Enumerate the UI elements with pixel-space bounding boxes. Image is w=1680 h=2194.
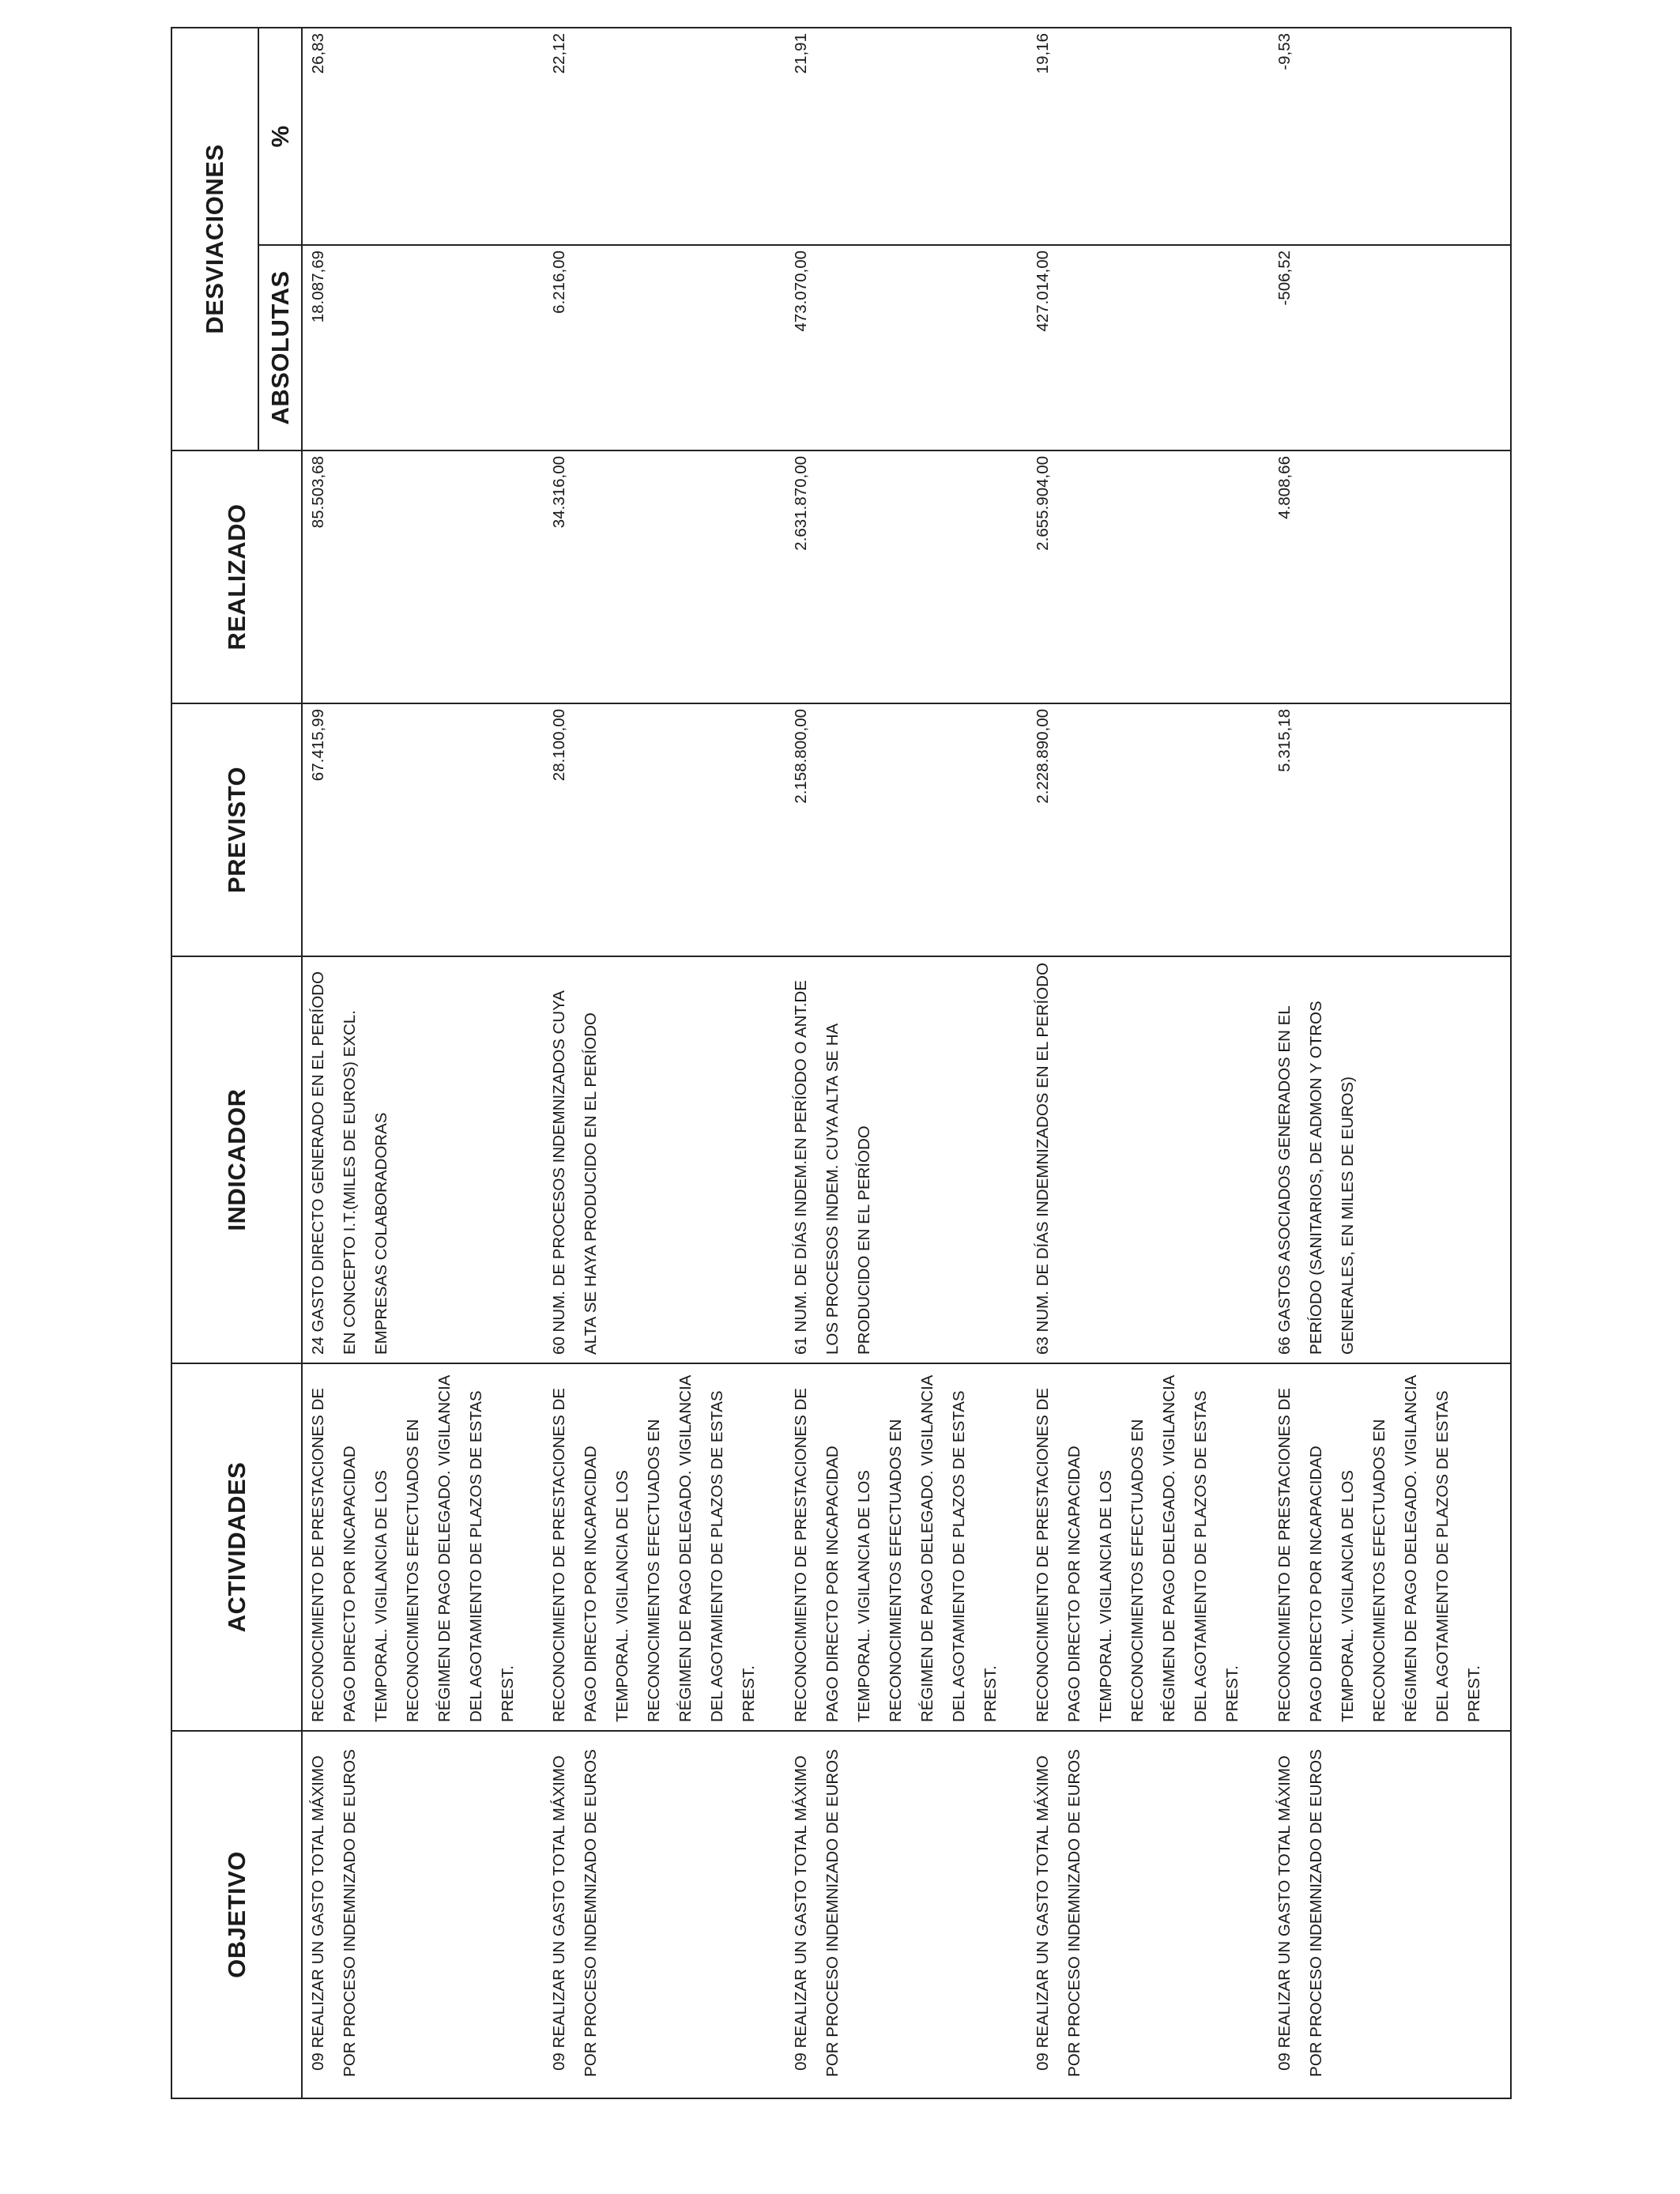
previsto-cell: 2.228.890,00 xyxy=(1027,703,1269,956)
porcentaje-cell: -9,53 xyxy=(1269,28,1511,245)
indicador-cell: 66 GASTOS ASOCIADOS GENERADOS EN EL PERÍODO (SANITARIOS, DE ADMON Y OTROS GENERALES, EN MILES DE EUROS) xyxy=(1269,956,1511,1363)
header-actividades: ACTIVIDADES xyxy=(171,1363,302,1731)
objetivo-cell: 09 REALIZAR UN GASTO TOTAL MÁXIMO POR PROCESO INDEMNIZADO DE EUROS xyxy=(544,1731,785,2098)
table-row xyxy=(302,28,544,2098)
header-porcentaje: % xyxy=(258,28,302,245)
indicador-cell: 63 NUM. DE DÍAS INDEMNIZADOS EN EL PERÍODO xyxy=(1027,956,1269,1363)
objetivo-cell: 09 REALIZAR UN GASTO TOTAL MÁXIMO POR PROCESO INDEMNIZADO DE EUROS xyxy=(1269,1731,1511,2098)
header-indicador: INDICADOR xyxy=(171,956,302,1363)
indicador-cell: 60 NUM. DE PROCESOS INDEMNIZADOS CUYA ALTA SE HAYA PRODUCIDO EN EL PERÍODO xyxy=(544,956,785,1363)
objetivo-cell: 09 REALIZAR UN GASTO TOTAL MÁXIMO POR PROCESO INDEMNIZADO DE EUROS xyxy=(785,1731,1027,2098)
actividades-cell: RECONOCIMIENTO DE PRESTACIONES DE PAGO DIRECTO POR INCAPACIDAD TEMPORAL. VIGILANCIA DE LOS RECONOCIMIENTOS EFECTUADOS EN RÉGIMEN DE PAGO DELEGADO. VIGILANCIA DEL AGOTAMIENTO DE PLAZOS DE ESTAS PREST. xyxy=(544,1363,785,1731)
porcentaje-cell: 22,12 xyxy=(544,28,785,245)
realizado-cell: 2.631.870,00 xyxy=(785,450,1027,703)
realizado-cell: 85.503,68 xyxy=(302,450,544,703)
previsto-cell: 2.158.800,00 xyxy=(785,703,1027,956)
table-row xyxy=(785,28,1027,2098)
header-absolutas: ABSOLUTAS xyxy=(258,245,302,450)
table-row xyxy=(1269,28,1511,2098)
realizado-cell: 34.316,00 xyxy=(544,450,785,703)
objetivo-cell: 09 REALIZAR UN GASTO TOTAL MÁXIMO POR PROCESO INDEMNIZADO DE EUROS xyxy=(302,1731,544,2098)
previsto-cell: 67.415,99 xyxy=(302,703,544,956)
header-desviaciones: DESVIACIONES xyxy=(171,28,258,450)
actividades-cell: RECONOCIMIENTO DE PRESTACIONES DE PAGO DIRECTO POR INCAPACIDAD TEMPORAL. VIGILANCIA DE LOS RECONOCIMIENTOS EFECTUADOS EN RÉGIMEN DE PAGO DELEGADO. VIGILANCIA DEL AGOTAMIENTO DE PLAZOS DE ESTAS PREST. xyxy=(785,1363,1027,1731)
table-row xyxy=(544,28,785,2098)
absolutas-cell: 473.070,00 xyxy=(785,245,1027,450)
indicador-cell: 24 GASTO DIRECTO GENERADO EN EL PERÍODO EN CONCEPTO I.T.(MILES DE EUROS) EXCL. EMPRESAS COLABORADORAS xyxy=(302,956,544,1363)
porcentaje-cell: 19,16 xyxy=(1027,28,1269,245)
header-objetivo: OBJETIVO xyxy=(171,1731,302,2098)
porcentaje-cell: 26,83 xyxy=(302,28,544,245)
previsto-cell: 28.100,00 xyxy=(544,703,785,956)
absolutas-cell: 18.087,69 xyxy=(302,245,544,450)
realizado-cell: 4.808,66 xyxy=(1269,450,1511,703)
report-sheet xyxy=(171,28,1508,2099)
header-previsto: PREVISTO xyxy=(171,703,302,956)
actividades-cell: RECONOCIMIENTO DE PRESTACIONES DE PAGO DIRECTO POR INCAPACIDAD TEMPORAL. VIGILANCIA DE LOS RECONOCIMIENTOS EFECTUADOS EN RÉGIMEN DE PAGO DELEGADO. VIGILANCIA DEL AGOTAMIENTO DE PLAZOS DE ESTAS PREST. xyxy=(1027,1363,1269,1731)
actividades-cell: RECONOCIMIENTO DE PRESTACIONES DE PAGO DIRECTO POR INCAPACIDAD TEMPORAL. VIGILANCIA DE LOS RECONOCIMIENTOS EFECTUADOS EN RÉGIMEN DE PAGO DELEGADO. VIGILANCIA DEL AGOTAMIENTO DE PLAZOS DE ESTAS PREST. xyxy=(1269,1363,1511,1731)
table-row xyxy=(1027,28,1269,2098)
indicador-cell: 61 NUM. DE DÍAS INDEM.EN PERÍODO O ANT.DE LOS PROCESOS INDEM. CUYA ALTA SE HA PRODUCIDO EN EL PERÍODO xyxy=(785,956,1027,1363)
actividades-cell: RECONOCIMIENTO DE PRESTACIONES DE PAGO DIRECTO POR INCAPACIDAD TEMPORAL. VIGILANCIA DE LOS RECONOCIMIENTOS EFECTUADOS EN RÉGIMEN DE PAGO DELEGADO. VIGILANCIA DEL AGOTAMIENTO DE PLAZOS DE ESTAS PREST. xyxy=(302,1363,544,1731)
previsto-cell: 5.315,18 xyxy=(1269,703,1511,956)
indicators-table xyxy=(171,27,1512,2099)
header-realizado: REALIZADO xyxy=(171,450,302,703)
absolutas-cell: 427.014,00 xyxy=(1027,245,1269,450)
realizado-cell: 2.655.904,00 xyxy=(1027,450,1269,703)
absolutas-cell: -506,52 xyxy=(1269,245,1511,450)
porcentaje-cell: 21,91 xyxy=(785,28,1027,245)
objetivo-cell: 09 REALIZAR UN GASTO TOTAL MÁXIMO POR PROCESO INDEMNIZADO DE EUROS xyxy=(1027,1731,1269,2098)
absolutas-cell: 6.216,00 xyxy=(544,245,785,450)
